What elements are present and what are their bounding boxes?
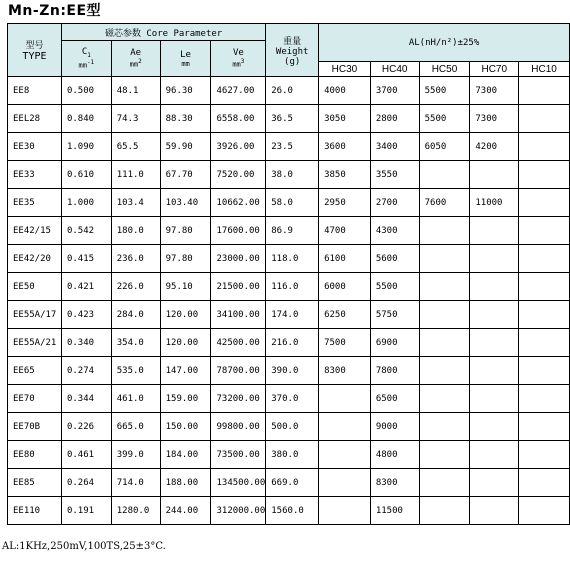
al-header: AL(nH/n²)±25% xyxy=(319,24,570,62)
ve-unit: mm xyxy=(232,60,241,69)
ve-cell: 78700.00 xyxy=(211,357,266,385)
hc10-cell xyxy=(519,469,570,497)
weight-cell: 23.5 xyxy=(266,133,319,161)
ae-cell: 714.0 xyxy=(111,469,160,497)
weight-cell: 86.9 xyxy=(266,217,319,245)
hc30-cell: 2950 xyxy=(319,189,371,217)
table-body xyxy=(8,77,570,525)
c1-cell: 0.500 xyxy=(61,77,111,105)
hc70-cell xyxy=(470,441,519,469)
hc30-cell: 4700 xyxy=(319,217,371,245)
le-cell: 103.40 xyxy=(160,189,211,217)
ae-cell: 180.0 xyxy=(111,217,160,245)
grade-header-hc40: HC40 xyxy=(370,62,419,77)
c1-cell: 0.610 xyxy=(61,161,111,189)
table-row xyxy=(8,357,570,385)
hc70-cell xyxy=(470,413,519,441)
ae-cell: 535.0 xyxy=(111,357,160,385)
table-row xyxy=(8,245,570,273)
weight-cell: 116.0 xyxy=(266,273,319,301)
ae-cell: 111.0 xyxy=(111,161,160,189)
ae-cell: 1280.0 xyxy=(111,497,160,525)
le-cell: 95.10 xyxy=(160,273,211,301)
core-parameter-table xyxy=(7,23,570,525)
hc50-cell: 6050 xyxy=(419,133,470,161)
ae-cell: 354.0 xyxy=(111,329,160,357)
c1-cell: 0.264 xyxy=(61,469,111,497)
c1-cell: 0.415 xyxy=(61,245,111,273)
hc70-cell: 7300 xyxy=(470,105,519,133)
hc10-cell xyxy=(519,105,570,133)
c1-cell: 0.840 xyxy=(61,105,111,133)
hc10-cell xyxy=(519,385,570,413)
hc40-cell: 6900 xyxy=(370,329,419,357)
ve-cell: 73200.00 xyxy=(211,385,266,413)
hc40-cell: 3700 xyxy=(370,77,419,105)
weight-header xyxy=(266,24,319,77)
hc10-cell xyxy=(519,245,570,273)
c1-cell: 0.344 xyxy=(61,385,111,413)
weight-cell: 390.0 xyxy=(266,357,319,385)
grade-header-hc10: HC10 xyxy=(519,62,570,77)
hc10-cell xyxy=(519,77,570,105)
c1-cell: 0.191 xyxy=(61,497,111,525)
hc50-cell xyxy=(419,217,470,245)
hc50-cell xyxy=(419,385,470,413)
le-cell: 96.30 xyxy=(160,77,211,105)
weight-cell: 174.0 xyxy=(266,301,319,329)
ve-cell: 42500.00 xyxy=(211,329,266,357)
hc50-cell xyxy=(419,329,470,357)
hc50-cell xyxy=(419,469,470,497)
c1-cell: 1.000 xyxy=(61,189,111,217)
type-cell: EE33 xyxy=(8,161,62,189)
hc50-cell: 5500 xyxy=(419,105,470,133)
c1-unit: mm xyxy=(78,61,87,70)
hc50-cell xyxy=(419,441,470,469)
c1-cell: 1.090 xyxy=(61,133,111,161)
hc30-cell: 3600 xyxy=(319,133,371,161)
c1-cell: 0.421 xyxy=(61,273,111,301)
c1-label: C xyxy=(81,47,88,58)
hc50-cell xyxy=(419,301,470,329)
hc40-cell: 11500 xyxy=(370,497,419,525)
hc50-cell xyxy=(419,273,470,301)
hc50-cell xyxy=(419,497,470,525)
hc40-cell: 2800 xyxy=(370,105,419,133)
le-cell: 188.00 xyxy=(160,469,211,497)
hc10-cell xyxy=(519,329,570,357)
hc30-cell: 8300 xyxy=(319,357,371,385)
hc10-cell xyxy=(519,189,570,217)
ae-cell: 103.4 xyxy=(111,189,160,217)
weight-header-cn: 重量 xyxy=(283,36,302,47)
grade-header-hc50: HC50 xyxy=(419,62,470,77)
weight-header-en: Weight xyxy=(275,46,309,57)
le-cell: 97.80 xyxy=(160,217,211,245)
table-row xyxy=(8,77,570,105)
ae-exp: 2 xyxy=(138,58,142,66)
hc10-cell xyxy=(519,273,570,301)
type-cell: EE50 xyxy=(8,273,62,301)
type-cell: EE55A/17 xyxy=(8,301,62,329)
ve-header xyxy=(211,41,266,77)
ve-cell: 312000.00 xyxy=(211,497,266,525)
hc70-cell xyxy=(470,385,519,413)
weight-header-unit: (g) xyxy=(284,56,301,67)
ae-cell: 399.0 xyxy=(111,441,160,469)
hc70-cell xyxy=(470,161,519,189)
ae-cell: 284.0 xyxy=(111,301,160,329)
le-cell: 67.70 xyxy=(160,161,211,189)
hc10-cell xyxy=(519,161,570,189)
hc50-cell xyxy=(419,357,470,385)
ve-label: Ve xyxy=(232,48,244,59)
ae-cell: 48.1 xyxy=(111,77,160,105)
hc50-cell xyxy=(419,161,470,189)
type-cell: EE42/15 xyxy=(8,217,62,245)
c1-cell: 0.340 xyxy=(61,329,111,357)
ae-cell: 236.0 xyxy=(111,245,160,273)
type-header-cn: 型号 xyxy=(25,41,44,51)
ve-cell: 17600.00 xyxy=(211,217,266,245)
ve-cell: 6558.00 xyxy=(211,105,266,133)
hc70-cell xyxy=(470,329,519,357)
type-cell: EE70 xyxy=(8,385,62,413)
table-row xyxy=(8,497,570,525)
le-cell: 59.90 xyxy=(160,133,211,161)
hc70-cell: 11000 xyxy=(470,189,519,217)
hc30-cell xyxy=(319,469,371,497)
weight-cell: 1560.0 xyxy=(266,497,319,525)
type-header xyxy=(8,24,62,77)
ve-cell: 134500.00 xyxy=(211,469,266,497)
ve-cell: 73500.00 xyxy=(211,441,266,469)
hc30-cell: 6100 xyxy=(319,245,371,273)
table-row xyxy=(8,105,570,133)
le-cell: 147.00 xyxy=(160,357,211,385)
table-row xyxy=(8,189,570,217)
weight-cell: 370.0 xyxy=(266,385,319,413)
hc10-cell xyxy=(519,133,570,161)
le-cell: 120.00 xyxy=(160,301,211,329)
ve-cell: 7520.00 xyxy=(211,161,266,189)
weight-cell: 38.0 xyxy=(266,161,319,189)
page-title: Mn-Zn:EE型 xyxy=(8,3,102,19)
weight-cell: 36.5 xyxy=(266,105,319,133)
hc70-cell: 7300 xyxy=(470,77,519,105)
hc30-cell: 7500 xyxy=(319,329,371,357)
le-cell: 150.00 xyxy=(160,413,211,441)
table-row xyxy=(8,469,570,497)
hc30-cell xyxy=(319,497,371,525)
table-row xyxy=(8,273,570,301)
ve-cell: 3926.00 xyxy=(211,133,266,161)
type-header-en: TYPE xyxy=(22,51,47,62)
le-cell: 88.30 xyxy=(160,105,211,133)
ae-cell: 226.0 xyxy=(111,273,160,301)
grade-header-hc70: HC70 xyxy=(470,62,519,77)
c1-exp: -1 xyxy=(86,59,95,67)
hc10-cell xyxy=(519,217,570,245)
le-label: Le xyxy=(180,49,191,60)
weight-cell: 26.0 xyxy=(266,77,319,105)
hc10-cell xyxy=(519,497,570,525)
hc30-cell xyxy=(319,385,371,413)
hc30-cell: 3850 xyxy=(319,161,371,189)
type-cell: EE65 xyxy=(8,357,62,385)
hc40-cell: 6500 xyxy=(370,385,419,413)
ae-unit: mm xyxy=(129,60,139,69)
type-cell: EE85 xyxy=(8,469,62,497)
type-cell: EE80 xyxy=(8,441,62,469)
c1-cell: 0.274 xyxy=(61,357,111,385)
le-cell: 184.00 xyxy=(160,441,211,469)
type-cell: EE35 xyxy=(8,189,62,217)
ve-exp: 3 xyxy=(240,58,245,66)
hc40-cell: 3400 xyxy=(370,133,419,161)
hc50-cell: 5500 xyxy=(419,77,470,105)
ae-label: Ae xyxy=(130,48,142,59)
weight-cell: 216.0 xyxy=(266,329,319,357)
core-param-header: 磁芯参数 Core Parameter xyxy=(61,24,265,41)
hc30-cell: 3050 xyxy=(319,105,371,133)
table-row xyxy=(8,301,570,329)
c1-cell: 0.423 xyxy=(61,301,111,329)
c1-cell: 0.542 xyxy=(61,217,111,245)
hc40-cell: 2700 xyxy=(370,189,419,217)
hc70-cell xyxy=(470,469,519,497)
ae-cell: 74.3 xyxy=(111,105,160,133)
hc70-cell xyxy=(470,301,519,329)
hc40-cell: 3550 xyxy=(370,161,419,189)
table-row xyxy=(8,133,570,161)
c1-cell: 0.461 xyxy=(61,441,111,469)
hc10-cell xyxy=(519,441,570,469)
hc70-cell xyxy=(470,357,519,385)
ve-cell: 23000.00 xyxy=(211,245,266,273)
grade-header-hc30: HC30 xyxy=(319,62,371,77)
table-row xyxy=(8,217,570,245)
table-row xyxy=(8,161,570,189)
le-cell: 120.00 xyxy=(160,329,211,357)
table-row xyxy=(8,441,570,469)
table-row xyxy=(8,385,570,413)
type-cell: EE42/20 xyxy=(8,245,62,273)
ae-header xyxy=(111,41,160,77)
hc40-cell: 4800 xyxy=(370,441,419,469)
type-cell: EE30 xyxy=(8,133,62,161)
hc40-cell: 5600 xyxy=(370,245,419,273)
hc70-cell xyxy=(470,273,519,301)
le-cell: 159.00 xyxy=(160,385,211,413)
le-header xyxy=(160,41,211,77)
hc40-cell: 8300 xyxy=(370,469,419,497)
weight-cell: 58.0 xyxy=(266,189,319,217)
table-row xyxy=(8,329,570,357)
c1-header xyxy=(61,41,111,77)
weight-cell: 500.0 xyxy=(266,413,319,441)
hc30-cell: 6000 xyxy=(319,273,371,301)
hc30-cell xyxy=(319,413,371,441)
hc10-cell xyxy=(519,357,570,385)
ae-cell: 65.5 xyxy=(111,133,160,161)
ve-cell: 21500.00 xyxy=(211,273,266,301)
hc30-cell: 4000 xyxy=(319,77,371,105)
footer-note: AL:1KHz,250mV,100TS,25±3°C. xyxy=(2,541,166,552)
ve-cell: 10662.00 xyxy=(211,189,266,217)
table-row xyxy=(8,413,570,441)
ve-cell: 99800.00 xyxy=(211,413,266,441)
type-cell: EE110 xyxy=(8,497,62,525)
hc50-cell: 7600 xyxy=(419,189,470,217)
type-cell: EE55A/21 xyxy=(8,329,62,357)
ae-cell: 461.0 xyxy=(111,385,160,413)
weight-cell: 118.0 xyxy=(266,245,319,273)
ae-cell: 665.0 xyxy=(111,413,160,441)
hc40-cell: 5500 xyxy=(370,273,419,301)
le-unit: mm xyxy=(181,59,190,68)
ve-cell: 4627.00 xyxy=(211,77,266,105)
hc50-cell xyxy=(419,413,470,441)
hc30-cell: 6250 xyxy=(319,301,371,329)
le-cell: 244.00 xyxy=(160,497,211,525)
ve-cell: 34100.00 xyxy=(211,301,266,329)
hc50-cell xyxy=(419,245,470,273)
hc40-cell: 4300 xyxy=(370,217,419,245)
hc70-cell: 4200 xyxy=(470,133,519,161)
le-cell: 97.80 xyxy=(160,245,211,273)
c1-sub: 1 xyxy=(87,52,91,60)
hc30-cell xyxy=(319,441,371,469)
weight-cell: 380.0 xyxy=(266,441,319,469)
hc40-cell: 7800 xyxy=(370,357,419,385)
type-cell: EE8 xyxy=(8,77,62,105)
hc10-cell xyxy=(519,413,570,441)
hc70-cell xyxy=(470,497,519,525)
hc70-cell xyxy=(470,245,519,273)
hc10-cell xyxy=(519,301,570,329)
hc40-cell: 5750 xyxy=(370,301,419,329)
hc70-cell xyxy=(470,217,519,245)
c1-cell: 0.226 xyxy=(61,413,111,441)
type-cell: EEL28 xyxy=(8,105,62,133)
type-cell: EE70B xyxy=(8,413,62,441)
hc40-cell: 9000 xyxy=(370,413,419,441)
weight-cell: 669.0 xyxy=(266,469,319,497)
